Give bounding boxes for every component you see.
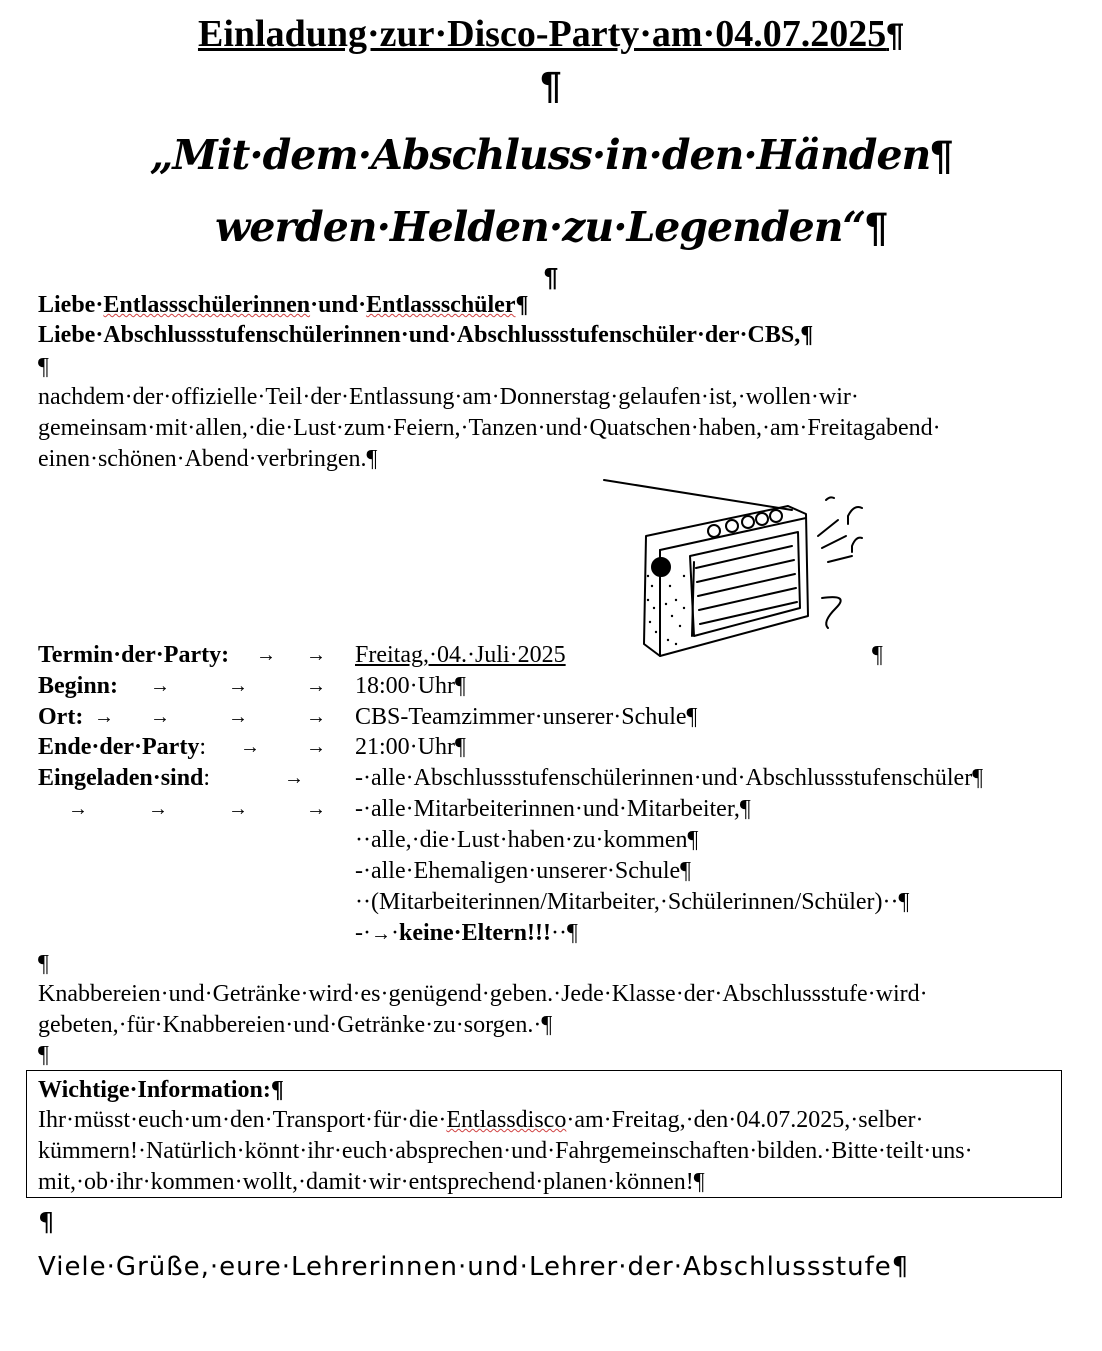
empty-paragraph-mark: ¶	[38, 354, 49, 380]
invited-item: -·alle·Abschlussstufenschülerinnen·und·Abschlussstufenschüler¶	[355, 765, 984, 791]
tab-arrow-icon: →	[240, 736, 260, 758]
tab-arrow-icon: →	[150, 706, 170, 728]
tab-arrow-icon: →	[68, 798, 88, 820]
slogan-line-1: „Mit·dem·Abschluss·in·den·Händen¶	[149, 131, 953, 179]
start-label: Beginn:	[38, 673, 119, 699]
info-heading: Wichtige·Information:¶	[38, 1077, 284, 1103]
salutation-line-2: Liebe·Abschlussstufenschülerinnen·und·Abschlussstufenschüler·der·CBS,¶	[38, 322, 814, 348]
snacks-line: gebeten,·für·Knabbereien·und·Getränke·zu·sorgen.·¶	[38, 1012, 553, 1038]
empty-paragraph-mark: ¶	[38, 1208, 56, 1238]
intro-line: nachdem·der·offizielle·Teil·der·Entlassung·am·Donnerstag·gelaufen·ist,·wollen·wir·	[38, 384, 859, 410]
date-label: Termin·der·Party:	[38, 642, 230, 668]
tab-arrow-icon: →	[306, 644, 326, 666]
info-line: kümmern!·Natürlich·könnt·ihr·euch·absprechen·und·Fahrgemeinschaften·bilden.·Bitte·teilt·uns·	[38, 1138, 973, 1164]
empty-paragraph-mark: ¶	[540, 65, 562, 107]
date-value: Freitag,·04.·Juli·2025	[355, 642, 566, 668]
slogan-line-2: werden·Helden·zu·Legenden“¶	[215, 203, 887, 251]
invited-item: ··(Mitarbeiterinnen/Mitarbeiter,·Schülerinnen/Schüler)··¶	[355, 889, 910, 915]
tab-arrow-icon: →	[228, 675, 248, 697]
snacks-line: Knabbereien·und·Getränke·wird·es·genügend·geben.·Jede·Klasse·der·Abschlussstufe·wird·	[38, 981, 928, 1007]
tab-arrow-icon: →	[306, 736, 326, 758]
tab-arrow-icon: →	[256, 644, 276, 666]
info-line: Ihr·müsst·euch·um·den·Transport·für·die·Entlassdisco·am·Freitag,·den·04.07.2025,·selber·	[38, 1107, 924, 1133]
tab-arrow-icon: →	[148, 798, 168, 820]
tab-arrow-icon: →	[94, 706, 114, 728]
place-label: Ort:	[38, 704, 84, 730]
info-line: mit,·ob·ihr·kommen·wollt,·damit·wir·entsprechend·planen·können!¶	[38, 1169, 705, 1195]
tab-arrow-icon: →	[150, 675, 170, 697]
invited-item: ··alle,·die·Lust·haben·zu·kommen¶	[355, 827, 699, 853]
end-label: Ende·der·Party:	[38, 734, 206, 760]
empty-paragraph-mark: ¶	[38, 1042, 49, 1068]
document-title: Einladung·zur·Disco-Party·am·04.07.2025¶	[197, 13, 905, 55]
tab-arrow-icon: →	[228, 706, 248, 728]
empty-paragraph-mark: ¶	[38, 951, 49, 977]
intro-line: einen·schönen·Abend·verbringen.¶	[38, 446, 378, 472]
radio-illustration	[600, 476, 870, 666]
invited-item: -·alle·Ehemaligen·unserer·Schule¶	[355, 858, 692, 884]
invited-label: Eingeladen·sind:	[38, 765, 211, 791]
empty-paragraph-mark: ¶	[872, 642, 883, 668]
tab-arrow-icon: →	[370, 923, 391, 945]
end-value: 21:00·Uhr¶	[355, 734, 466, 760]
closing-greeting: Viele·Grüße,·eure·Lehrerinnen·und·Lehrer·der·Abschlussstufe¶	[38, 1252, 910, 1282]
tab-arrow-icon: →	[228, 798, 248, 820]
tab-arrow-icon: →	[306, 798, 326, 820]
start-value: 18:00·Uhr¶	[355, 673, 466, 699]
empty-paragraph-mark: ¶	[543, 262, 559, 292]
no-parents-line: -·→·keine·Eltern!!!··¶	[355, 920, 578, 946]
tab-arrow-icon: →	[284, 767, 304, 789]
salutation-line-1: Liebe·Entlassschülerinnen·und·Entlassschüler¶	[38, 292, 529, 318]
tab-arrow-icon: →	[306, 675, 326, 697]
place-value: CBS-Teamzimmer·unserer·Schule¶	[355, 704, 698, 730]
invited-item: -·alle·Mitarbeiterinnen·und·Mitarbeiter,¶	[355, 796, 751, 822]
tab-arrow-icon: →	[306, 706, 326, 728]
intro-line: gemeinsam·mit·allen,·die·Lust·zum·Feiern,·Tanzen·und·Quatschen·haben,·am·Freitagabend·	[38, 415, 941, 441]
